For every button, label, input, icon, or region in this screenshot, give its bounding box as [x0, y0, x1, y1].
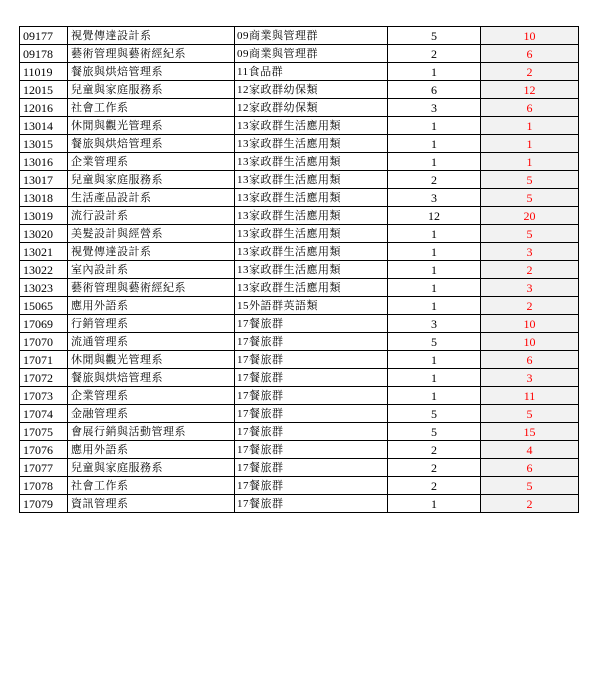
cell-count: 1 — [388, 63, 481, 81]
cell-department: 室內設計系 — [68, 261, 235, 279]
cell-quota — [481, 153, 579, 171]
cell-department: 美髮設計與經營系 — [68, 225, 235, 243]
table-row — [20, 189, 579, 207]
quota-value: 12 — [523, 82, 536, 97]
cell-code: 13023 — [20, 279, 68, 297]
cell-group: 13家政群生活應用類 — [235, 135, 388, 153]
quota-value: 6 — [526, 100, 533, 115]
cell-code: 13014 — [20, 117, 68, 135]
cell-quota — [481, 63, 579, 81]
cell-quota — [481, 135, 579, 153]
cell-count: 1 — [388, 243, 481, 261]
cell-department: 企業管理系 — [68, 153, 235, 171]
table-row — [20, 459, 579, 477]
cell-code: 17075 — [20, 423, 68, 441]
cell-group: 12家政群幼保類 — [235, 81, 388, 99]
cell-group: 09商業與管理群 — [235, 27, 388, 45]
cell-count: 5 — [388, 27, 481, 45]
table-row — [20, 495, 579, 513]
cell-group: 13家政群生活應用類 — [235, 207, 388, 225]
cell-group: 13家政群生活應用類 — [235, 171, 388, 189]
cell-code: 17073 — [20, 387, 68, 405]
cell-count: 2 — [388, 441, 481, 459]
cell-quota — [481, 441, 579, 459]
table-row — [20, 81, 579, 99]
cell-department: 兒童與家庭服務系 — [68, 81, 235, 99]
quota-value: 1 — [526, 136, 533, 151]
cell-code: 13022 — [20, 261, 68, 279]
quota-value: 3 — [526, 370, 533, 385]
table-row — [20, 27, 579, 45]
cell-quota — [481, 315, 579, 333]
cell-group: 17餐旅群 — [235, 333, 388, 351]
cell-count: 1 — [388, 153, 481, 171]
cell-group: 13家政群生活應用類 — [235, 279, 388, 297]
table-row — [20, 171, 579, 189]
cell-group: 17餐旅群 — [235, 495, 388, 513]
spreadsheet-page — [19, 26, 579, 513]
cell-department: 休閒與觀光管理系 — [68, 351, 235, 369]
cell-department: 應用外語系 — [68, 297, 235, 315]
cell-count: 3 — [388, 189, 481, 207]
cell-department: 企業管理系 — [68, 387, 235, 405]
cell-quota — [481, 297, 579, 315]
cell-group: 17餐旅群 — [235, 459, 388, 477]
quota-value: 20 — [523, 208, 536, 223]
cell-group: 13家政群生活應用類 — [235, 225, 388, 243]
cell-count: 1 — [388, 225, 481, 243]
cell-department: 藝術管理與藝術經紀系 — [68, 45, 235, 63]
cell-department: 兒童與家庭服務系 — [68, 171, 235, 189]
quota-value: 1 — [526, 118, 533, 133]
cell-code: 17077 — [20, 459, 68, 477]
quota-value: 6 — [526, 352, 533, 367]
table-row — [20, 315, 579, 333]
table-row — [20, 45, 579, 63]
cell-count: 6 — [388, 81, 481, 99]
cell-code: 11019 — [20, 63, 68, 81]
table-row — [20, 333, 579, 351]
table-row — [20, 135, 579, 153]
table-row — [20, 297, 579, 315]
cell-department: 社會工作系 — [68, 99, 235, 117]
cell-code: 17078 — [20, 477, 68, 495]
quota-value: 10 — [523, 334, 536, 349]
table-row — [20, 351, 579, 369]
cell-code: 17076 — [20, 441, 68, 459]
table-row — [20, 117, 579, 135]
quota-value: 3 — [526, 280, 533, 295]
cell-count: 1 — [388, 351, 481, 369]
cell-group: 13家政群生活應用類 — [235, 243, 388, 261]
cell-quota — [481, 495, 579, 513]
table-row — [20, 207, 579, 225]
cell-group: 17餐旅群 — [235, 369, 388, 387]
cell-quota — [481, 351, 579, 369]
cell-department: 流行設計系 — [68, 207, 235, 225]
quota-value: 6 — [526, 460, 533, 475]
cell-code: 17079 — [20, 495, 68, 513]
cell-quota — [481, 459, 579, 477]
cell-group: 17餐旅群 — [235, 405, 388, 423]
cell-code: 17071 — [20, 351, 68, 369]
cell-department: 視覺傳達設計系 — [68, 243, 235, 261]
cell-quota — [481, 477, 579, 495]
cell-department: 行銷管理系 — [68, 315, 235, 333]
cell-code: 15065 — [20, 297, 68, 315]
cell-code: 13021 — [20, 243, 68, 261]
cell-group: 13家政群生活應用類 — [235, 261, 388, 279]
cell-group: 17餐旅群 — [235, 315, 388, 333]
cell-group: 12家政群幼保類 — [235, 99, 388, 117]
cell-count: 1 — [388, 495, 481, 513]
quota-value: 5 — [526, 226, 533, 241]
cell-count: 1 — [388, 387, 481, 405]
cell-department: 兒童與家庭服務系 — [68, 459, 235, 477]
cell-count: 1 — [388, 369, 481, 387]
cell-count: 1 — [388, 279, 481, 297]
cell-department: 休閒與觀光管理系 — [68, 117, 235, 135]
quota-value: 5 — [526, 172, 533, 187]
cell-group: 17餐旅群 — [235, 351, 388, 369]
cell-quota — [481, 189, 579, 207]
cell-code: 13015 — [20, 135, 68, 153]
cell-count: 2 — [388, 171, 481, 189]
table-row — [20, 225, 579, 243]
cell-count: 2 — [388, 459, 481, 477]
cell-group: 15外語群英語類 — [235, 297, 388, 315]
cell-quota — [481, 225, 579, 243]
table-row — [20, 423, 579, 441]
cell-count: 2 — [388, 45, 481, 63]
quota-value: 2 — [526, 262, 533, 277]
cell-code: 17072 — [20, 369, 68, 387]
table-row — [20, 243, 579, 261]
cell-count: 3 — [388, 99, 481, 117]
table-row — [20, 405, 579, 423]
quota-value: 5 — [526, 478, 533, 493]
table-body — [20, 27, 579, 513]
cell-count: 2 — [388, 477, 481, 495]
cell-quota — [481, 45, 579, 63]
quota-value: 10 — [523, 28, 536, 43]
cell-quota — [481, 333, 579, 351]
cell-department: 生活產品設計系 — [68, 189, 235, 207]
cell-department: 餐旅與烘焙管理系 — [68, 63, 235, 81]
cell-code: 13017 — [20, 171, 68, 189]
cell-quota — [481, 81, 579, 99]
cell-count: 1 — [388, 135, 481, 153]
cell-department: 流通管理系 — [68, 333, 235, 351]
quota-value: 1 — [526, 154, 533, 169]
cell-department: 社會工作系 — [68, 477, 235, 495]
cell-count: 12 — [388, 207, 481, 225]
cell-code: 17070 — [20, 333, 68, 351]
cell-group: 13家政群生活應用類 — [235, 117, 388, 135]
quota-value: 15 — [523, 424, 536, 439]
cell-quota — [481, 117, 579, 135]
cell-count: 5 — [388, 333, 481, 351]
cell-code: 09178 — [20, 45, 68, 63]
cell-group: 17餐旅群 — [235, 423, 388, 441]
cell-quota — [481, 423, 579, 441]
cell-department: 藝術管理與藝術經紀系 — [68, 279, 235, 297]
admissions-table — [19, 26, 579, 513]
table-row — [20, 387, 579, 405]
table-row — [20, 99, 579, 117]
cell-code: 13020 — [20, 225, 68, 243]
cell-count: 1 — [388, 117, 481, 135]
cell-count: 1 — [388, 297, 481, 315]
cell-quota — [481, 405, 579, 423]
table-row — [20, 441, 579, 459]
cell-department: 應用外語系 — [68, 441, 235, 459]
cell-quota — [481, 369, 579, 387]
table-row — [20, 261, 579, 279]
cell-department: 會展行銷與活動管理系 — [68, 423, 235, 441]
quota-value: 2 — [526, 64, 533, 79]
table-row — [20, 63, 579, 81]
cell-code: 12015 — [20, 81, 68, 99]
cell-group: 17餐旅群 — [235, 477, 388, 495]
cell-quota — [481, 27, 579, 45]
cell-department: 餐旅與烘焙管理系 — [68, 135, 235, 153]
cell-quota — [481, 279, 579, 297]
cell-count: 3 — [388, 315, 481, 333]
cell-count: 5 — [388, 423, 481, 441]
cell-group: 11食品群 — [235, 63, 388, 81]
cell-quota — [481, 243, 579, 261]
cell-quota — [481, 99, 579, 117]
cell-group: 17餐旅群 — [235, 441, 388, 459]
quota-value: 4 — [526, 442, 533, 457]
cell-code: 09177 — [20, 27, 68, 45]
cell-quota — [481, 207, 579, 225]
cell-group: 13家政群生活應用類 — [235, 189, 388, 207]
cell-count: 5 — [388, 405, 481, 423]
table-row — [20, 153, 579, 171]
quota-value: 2 — [526, 298, 533, 313]
cell-department: 餐旅與烘焙管理系 — [68, 369, 235, 387]
cell-code: 13018 — [20, 189, 68, 207]
quota-value: 6 — [526, 46, 533, 61]
cell-department: 金融管理系 — [68, 405, 235, 423]
table-row — [20, 279, 579, 297]
cell-code: 12016 — [20, 99, 68, 117]
cell-quota — [481, 387, 579, 405]
quota-value: 11 — [523, 388, 536, 403]
table-row — [20, 369, 579, 387]
quota-value: 10 — [523, 316, 536, 331]
cell-group: 09商業與管理群 — [235, 45, 388, 63]
cell-group: 17餐旅群 — [235, 387, 388, 405]
table-row — [20, 477, 579, 495]
cell-quota — [481, 261, 579, 279]
cell-code: 17074 — [20, 405, 68, 423]
cell-group: 13家政群生活應用類 — [235, 153, 388, 171]
quota-value: 2 — [526, 496, 533, 511]
cell-code: 17069 — [20, 315, 68, 333]
cell-count: 1 — [388, 261, 481, 279]
cell-quota — [481, 171, 579, 189]
cell-code: 13016 — [20, 153, 68, 171]
cell-department: 視覺傳達設計系 — [68, 27, 235, 45]
quota-value: 3 — [526, 244, 533, 259]
cell-department: 資訊管理系 — [68, 495, 235, 513]
cell-code: 13019 — [20, 207, 68, 225]
quota-value: 5 — [526, 190, 533, 205]
quota-value: 5 — [526, 406, 533, 421]
